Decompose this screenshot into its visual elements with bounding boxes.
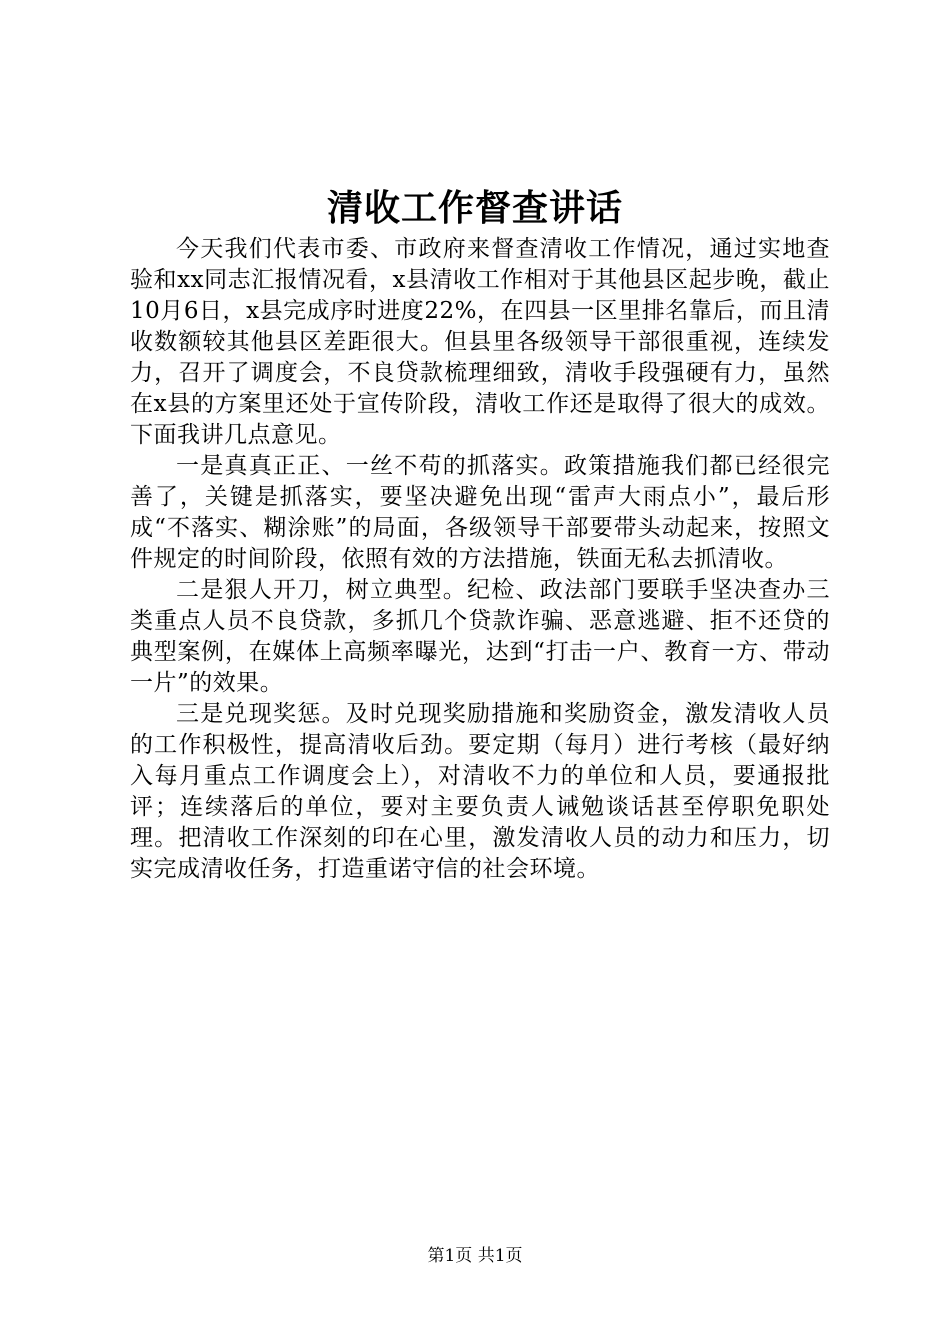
page-footer: 第1页 共1页 bbox=[427, 1246, 523, 1266]
paragraph-point-three: 三是兑现奖惩。及时兑现奖励措施和奖励资金，激发清收人员的工作积极性，提高清收后劲。要定期（每月）进行考核（最好纳入每月重点工作调度会上），对清收不力的单位和人员，要通报批评；连续落后的单位，要对主要负责人诫勉谈话甚至停职免职处理。把清收工作深刻的印在心里，激发清收人员的动力和压力，切实完成清收任务，打造重诺守信的社会环境。 bbox=[130, 701, 830, 882]
paragraph-point-two: 二是狠人开刀，树立典型。纪检、政法部门要联手坚决查办三类重点人员不良贷款，多抓几个贷款诈骗、恶意逃避、拒不还贷的典型案例，在媒体上高频率曝光，达到“打击一户、教育一方、带动一片”的效果。 bbox=[130, 577, 830, 696]
paragraph-intro: 今天我们代表市委、市政府来督查清收工作情况，通过实地查验和xx同志汇报情况看，x县清收工作相对于其他县区起步晚，截止10月6日，x县完成序时进度22%，在四县一区里排名靠后，而且清收数额较其他县区差距很大。但县里各级领导干部很重视，连续发力，召开了调度会，不良贷款梳理细致，清收手段强硬有力，虽然在x县的方案里还处于宣传阶段，清收工作还是取得了很大的成效。下面我讲几点意见。 bbox=[130, 236, 830, 448]
paragraph-point-one: 一是真真正正、一丝不苟的抓落实。政策措施我们都已经很完善了，关键是抓落实，要坚决避免出现“雷声大雨点小”，最后形成“不落实、糊涂账”的局面，各级领导干部要带头动起来，按照文件规定的时间阶段，依照有效的方法措施，铁面无私去抓清收。 bbox=[130, 453, 830, 572]
document-body bbox=[130, 234, 830, 885]
page-title: 清收工作督查讲话 bbox=[326, 187, 623, 229]
